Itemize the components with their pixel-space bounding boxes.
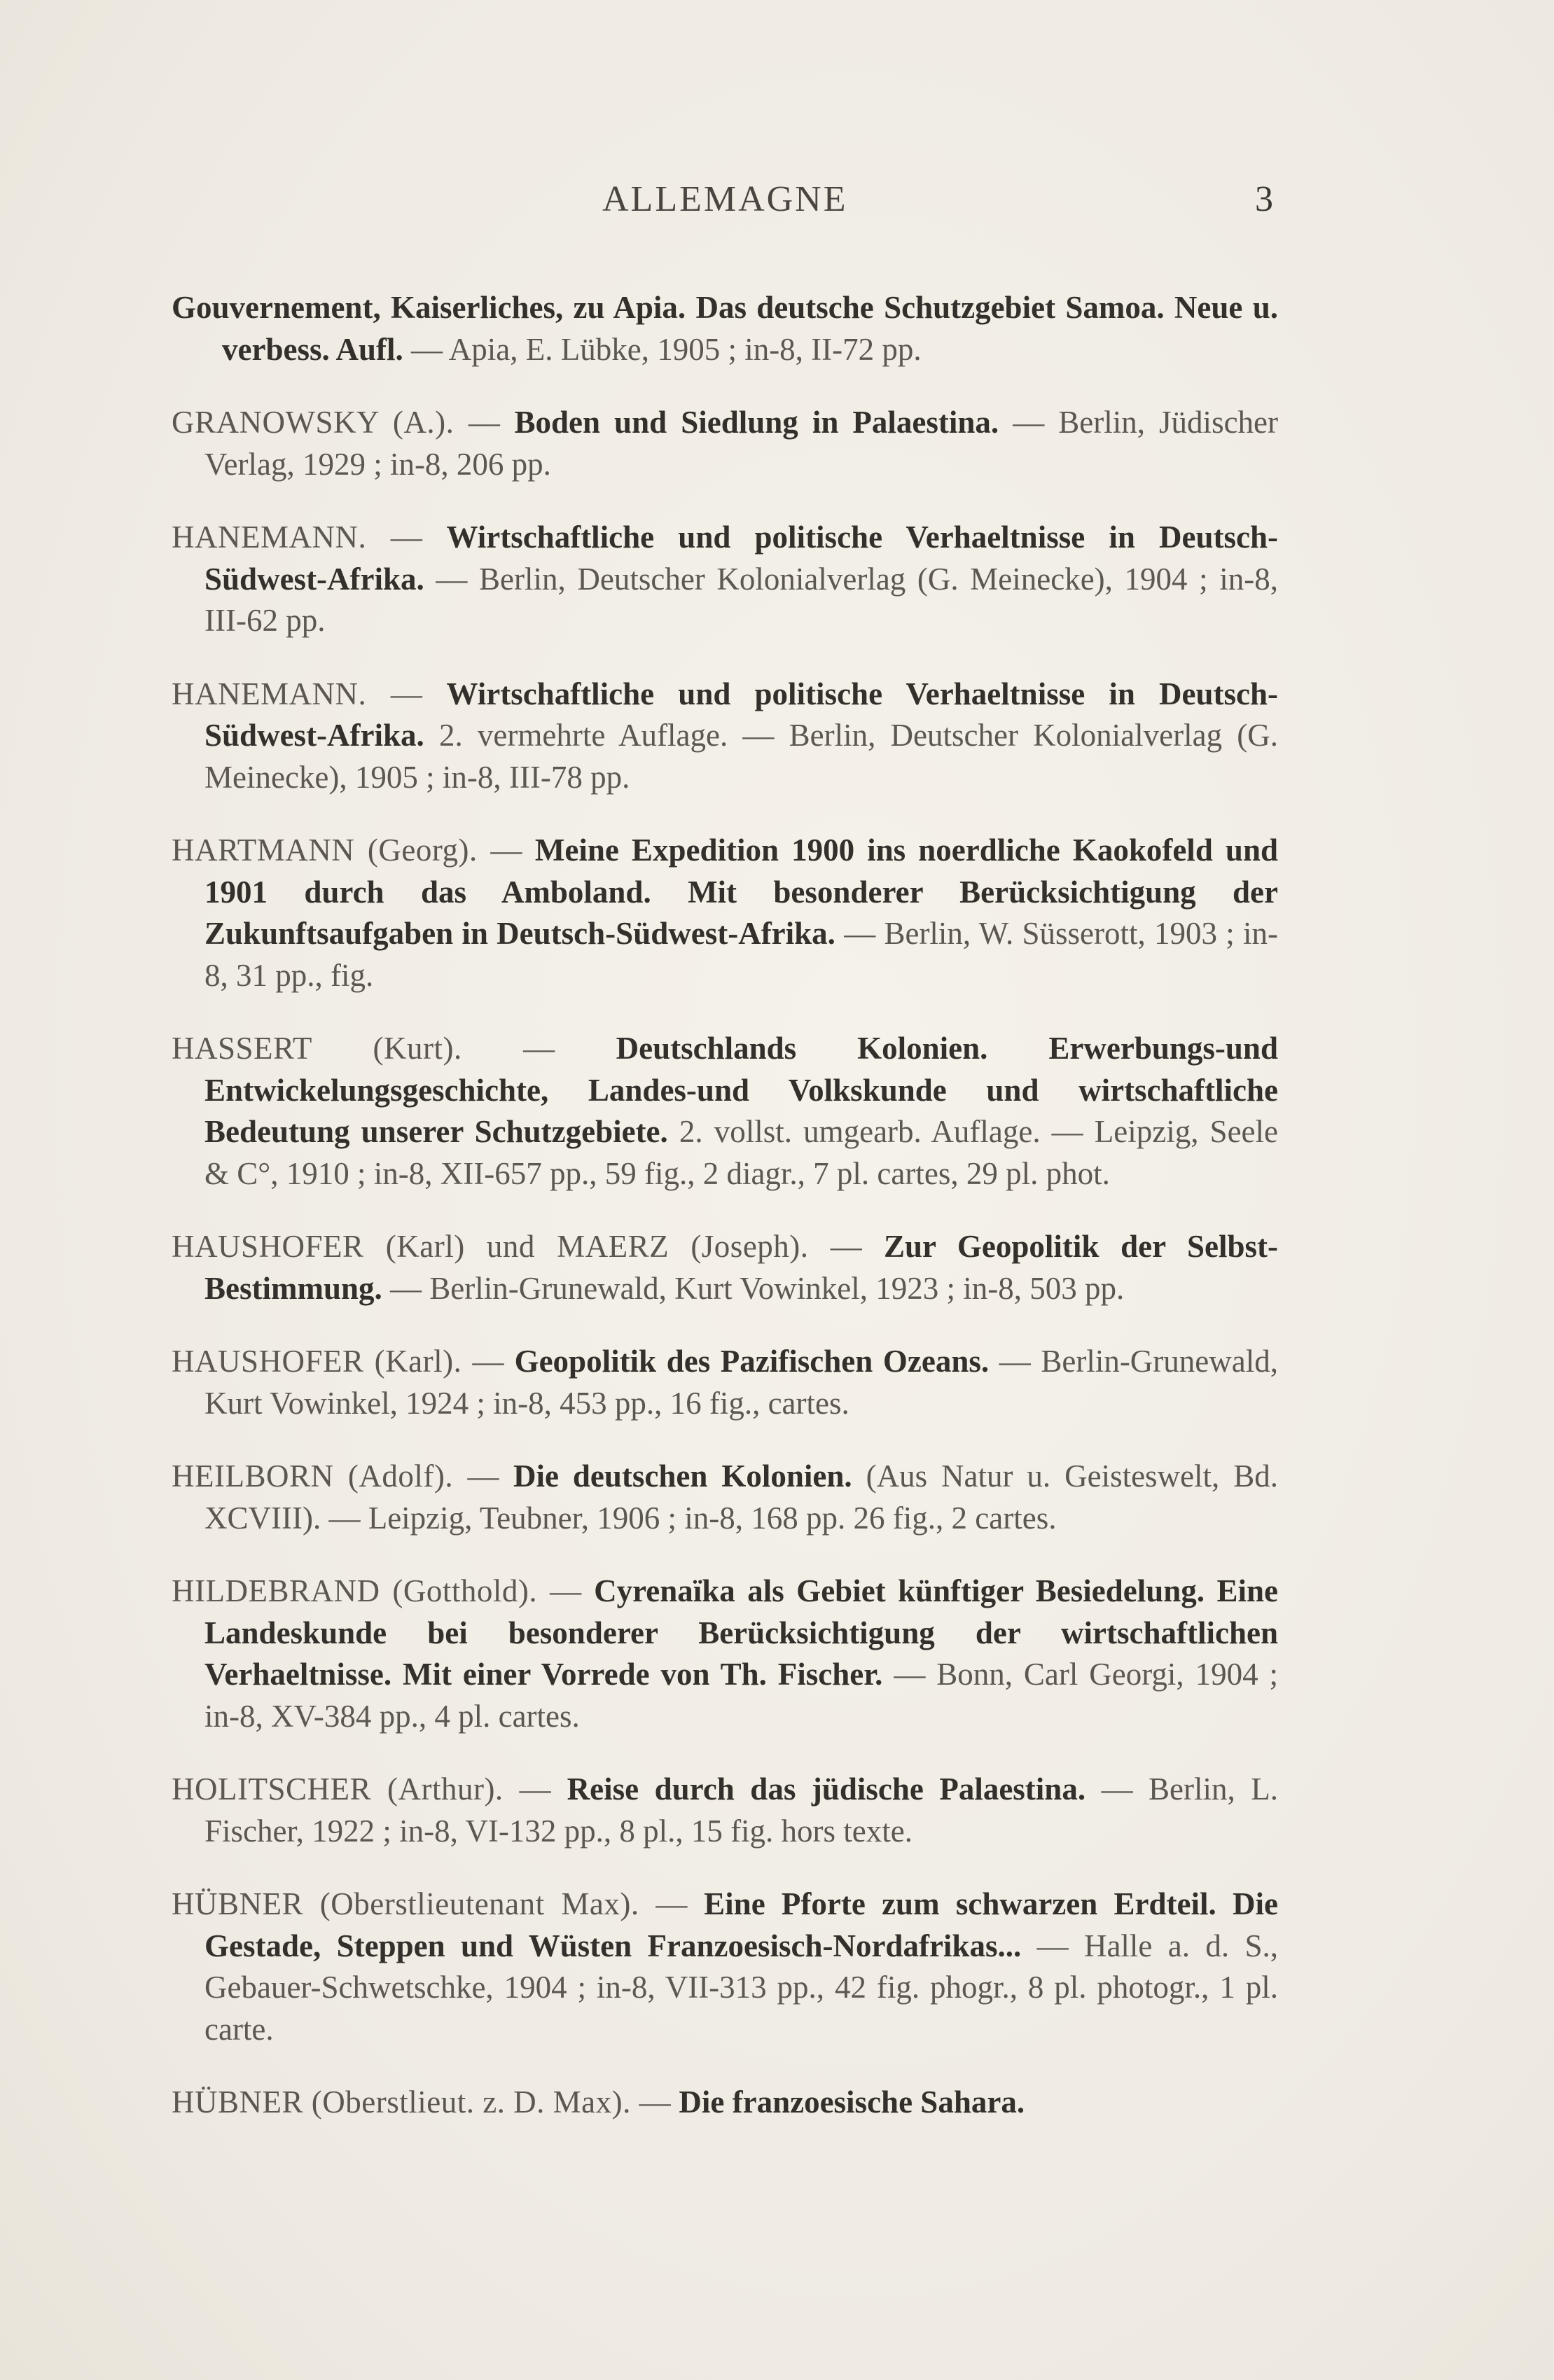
entry-author: HASSERT (Kurt). —	[172, 1031, 555, 1066]
entry-imprint: — Halle a. d. S., Gebauer-Schwetschke, 1904 ; in-8, VII-313 pp., 42 fig. phogr., 8 pl. photogr., 1 pl. carte.	[204, 1928, 1279, 2047]
bibliography-entry	[172, 1341, 1278, 1424]
entry-imprint: — Berlin, W. Süsserott, 1903 ; in-8, 31 pp., fig.	[204, 916, 1278, 993]
entry-title: Wirtschaftliche und politische Verhaeltnisse in Deutsch-Südwest-Afrika.	[204, 520, 1279, 597]
entry-imprint: — Bonn, Carl Georgi, 1904 ; in-8, XV-384 pp., 4 pl. cartes.	[204, 1657, 1279, 1734]
entry-author: HILDEBRAND (Gotthold). —	[172, 1573, 582, 1608]
entry-author: HARTMANN (Georg). —	[172, 833, 522, 868]
entry-title: Deutschlands Kolonien. Erwerbungs-und Entwickelungsgeschichte, Landes-und Volkskunde und wirtschaftliche Bedeutung unserer Schutzgebiete.	[204, 1031, 1278, 1149]
entry-title: Eine Pforte zum schwarzen Erdteil. Die Gestade, Steppen und Wüsten Franzoesisch-Nordafrikas...	[204, 1886, 1278, 1963]
entry-author: HANEMANN. —	[172, 520, 423, 555]
running-head	[0, 179, 1554, 235]
bibliography-entry	[172, 1028, 1278, 1195]
entry-title: Boden und Siedlung in Palaestina.	[514, 405, 999, 440]
entry-title: Meine Expedition 1900 ins noerdliche Kaokofeld und 1901 durch das Amboland. Mit besonderer Berücksichtigung der Zukunftsaufgaben in Deutsch-Südwest-Afrika.	[204, 833, 1278, 951]
entry-imprint: — Berlin, Jüdischer Verlag, 1929 ; in-8, 206 pp.	[204, 405, 1279, 482]
entry-author: HOLITSCHER (Arthur). —	[172, 1772, 552, 1807]
entry-imprint: — Apia, E. Lübke, 1905 ; in-8, II-72 pp.	[411, 331, 922, 367]
entry-title: Geopolitik des Pazifischen Ozeans.	[514, 1344, 990, 1379]
page-number: 3	[1255, 179, 1273, 219]
entry-title: Die deutschen Kolonien.	[513, 1459, 852, 1494]
entry-title: Gouvernement, Kaiserliches, zu Apia. Das deutsche Schutzgebiet Samoa. Neue u. verbess. Aufl.	[172, 290, 1278, 367]
entry-author: HAUSHOFER (Karl). —	[172, 1344, 504, 1379]
bibliography-entry	[172, 1226, 1278, 1309]
bibliography-entry	[172, 402, 1278, 485]
entry-title: Reise durch das jüdische Palaestina.	[567, 1772, 1086, 1807]
entry-imprint: 2. vollst. umgearb. Auflage. — Leipzig, Seele & C°, 1910 ; in-8, XII-657 pp., 59 fig., 2 diagr., 7 pl. cartes, 29 pl. phot.	[204, 1114, 1279, 1191]
entry-title: Zur Geopolitik der Selbst-Bestimmung.	[204, 1229, 1278, 1306]
bibliography-entry	[172, 1456, 1278, 1539]
bibliography-entry	[172, 1571, 1278, 1737]
bibliography-list	[172, 256, 1278, 2137]
entry-imprint: (Aus Natur u. Geisteswelt, Bd. XCVIII). — Leipzig, Teubner, 1906 ; in-8, 168 pp. 26 fig., 2 cartes.	[204, 1459, 1278, 1536]
bibliography-entry	[172, 1884, 1278, 2050]
bibliography-entry	[172, 2082, 1278, 2124]
entry-title: Wirtschaftliche und politische Verhaeltnisse in Deutsch-Südwest-Afrika.	[204, 676, 1279, 753]
entry-author: HANEMANN. —	[172, 676, 423, 711]
bibliography-entry	[172, 674, 1278, 799]
entry-author: GRANOWSKY (A.). —	[172, 405, 501, 440]
bibliography-entry	[172, 830, 1278, 996]
entry-imprint: — Berlin, Deutscher Kolonialverlag (G. Meinecke), 1904 ; in-8, III-62 pp.	[204, 561, 1278, 638]
entry-title: Cyrenaïka als Gebiet künftiger Besiedelung. Eine Landeskunde bei besonderer Berücksichtigung der wirtschaftlichen Verhaeltnisse. Mit einer Vorrede von Th. Fischer.	[204, 1573, 1278, 1692]
entry-imprint: 2. vermehrte Auflage. — Berlin, Deutscher Kolonialverlag (G. Meinecke), 1905 ; in-8, III-78 pp.	[204, 718, 1278, 795]
running-title: ALLEMAGNE	[602, 179, 848, 219]
entry-author: HEILBORN (Adolf). —	[172, 1459, 500, 1494]
entry-imprint: — Berlin-Grunewald, Kurt Vowinkel, 1923 ; in-8, 503 pp.	[390, 1270, 1125, 1306]
entry-author: HÜBNER (Oberstlieutenant Max). —	[172, 1886, 688, 1921]
entry-imprint: — Berlin-Grunewald, Kurt Vowinkel, 1924 ; in-8, 453 pp., 16 fig., cartes.	[204, 1344, 1278, 1421]
entry-imprint: — Berlin, L. Fischer, 1922 ; in-8, VI-132 pp., 8 pl., 15 fig. hors texte.	[204, 1772, 1278, 1849]
entry-title: Die franzoesische Sahara.	[679, 2085, 1025, 2120]
bibliography-entry	[172, 517, 1278, 642]
bibliography-entry	[172, 1769, 1278, 1852]
bibliography-entry	[172, 287, 1278, 370]
entry-author: HAUSHOFER (Karl) und MAERZ (Joseph). —	[172, 1229, 863, 1264]
entry-author: HÜBNER (Oberstlieut. z. D. Max). —	[172, 2085, 672, 2120]
